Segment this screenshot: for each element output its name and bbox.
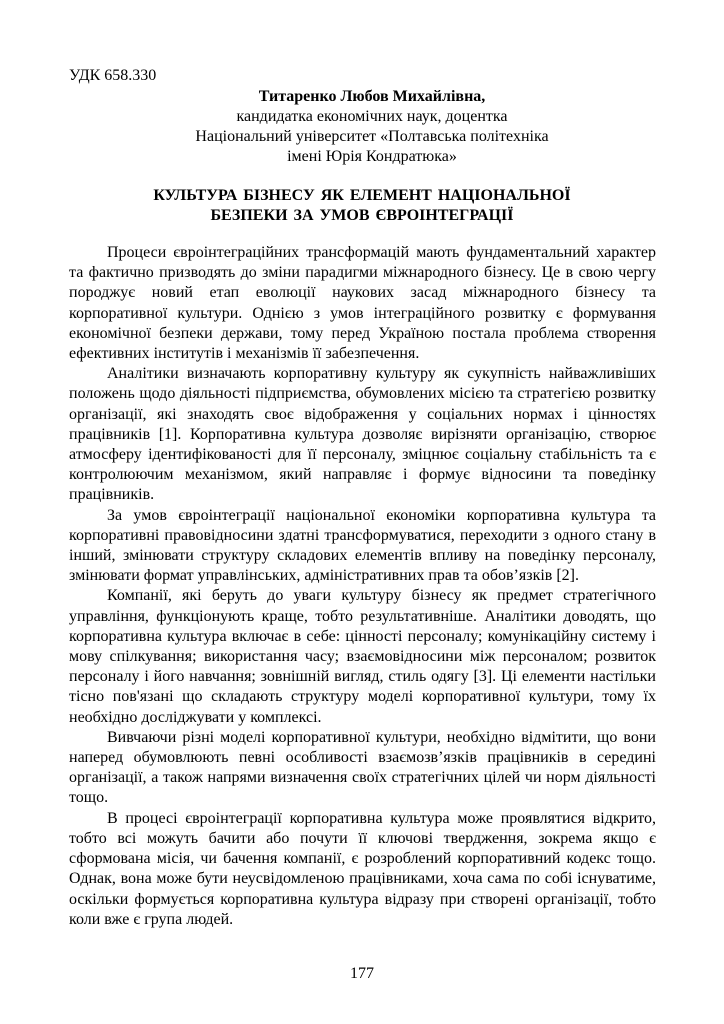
paragraph: Вивчаючи різні моделі корпоративної культури, необхідно відмітити, що вони наперед обумовлюють певні особливості взаємозв’язків працівників в середині організації, а також напрями визначення своїх стратегічних цілей чи норм діяльності тощо. xyxy=(69,728,656,807)
paragraph: Процеси євроінтеграційних трансформацій мають фундаментальний характер та фактично призводять до зміни парадигми міжнародного бізнесу. Це в свою чергу породжує новий етап еволюції наукових засад міжнародного бізнесу та корпоративної культури. Однією з умов інтеграційного розвитку є формування економічної безпеки держави, тому перед Україною постала проблема створення ефективних інститутів і механізмів її забезпечення. xyxy=(69,244,656,363)
paragraph: За умов євроінтеграції національної економіки корпоративна культура та корпоративні правовідносини здатні трансформуватися, переходити з одного стану в інший, змінювати структуру складових елементів впливу на поведінку персоналу, змінювати формат управлінських, адміністративних прав та обов’язків [2]. xyxy=(69,506,656,585)
author-affiliation-line1: Національний університет «Полтавська політехніка xyxy=(195,128,549,145)
title-line-1: КУЛЬТУРА БІЗНЕСУ ЯК ЕЛЕМЕНТ НАЦІОНАЛЬНОЇ xyxy=(153,187,571,204)
author-degree: кандидатка економічних наук, доцентка xyxy=(236,108,508,125)
page-number: 177 xyxy=(350,965,374,982)
paragraph: В процесі євроінтеграції корпоративна культура може проявлятися відкрито, тобто всі можуть бачити або почути її ключові твердження, зокрема якщо є сформована місія, чи бачення компанії, є розроблений корпоративний кодекс тощо. Однак, вона може бути неусвідомленою працівниками, хоча сама по собі існуватиме, оскільки формується корпоративна культура відразу при створені організації, тобто коли вже є група людей. xyxy=(69,809,656,928)
author-block xyxy=(150,87,594,167)
article-body xyxy=(69,243,656,930)
title-line-2: БЕЗПЕКИ ЗА УМОВ ЄВРОІНТЕГРАЦІЇ xyxy=(210,207,514,224)
author-name: Титаренко Любов Михайлівна, xyxy=(258,88,486,105)
paragraph: Компанії, які беруть до уваги культуру бізнесу як предмет стратегічного управління, функціонують краще, тобто результативніше. Аналітики доводять, що корпоративна культура включає в себе: цінності персоналу; комунікаційну систему і мову спілкування; використання часу; взаємовідносини між персоналом; розвиток персоналу і його навчання; зовнішній вигляд, стиль одягу [3]. Ці елементи настільки тісно пов'язані що складають структуру моделі корпоративної культури, тому їх необхідно досліджувати у комплексі. xyxy=(69,587,656,726)
author-affiliation-line2: імені Юрія Кондратюка» xyxy=(287,148,457,165)
udc-code: УДК 658.330 xyxy=(69,67,157,84)
article-title xyxy=(110,186,614,226)
paragraph: Аналітики визначають корпоративну культуру як сукупність найважливіших положень щодо діяльності підприємства, обумовлених місією та стратегією розвитку організації, які знаходять своє відображення у соціальних нормах і цінностях працівників [1]. Корпоративна культура дозволяє вирізняти організацію, створює атмосферу ідентифікованості для її персоналу, зміцнює соціальну стабільність та є контролюючим механізмом, який направляє і формує відносини та поведінку працівників. xyxy=(69,365,656,504)
